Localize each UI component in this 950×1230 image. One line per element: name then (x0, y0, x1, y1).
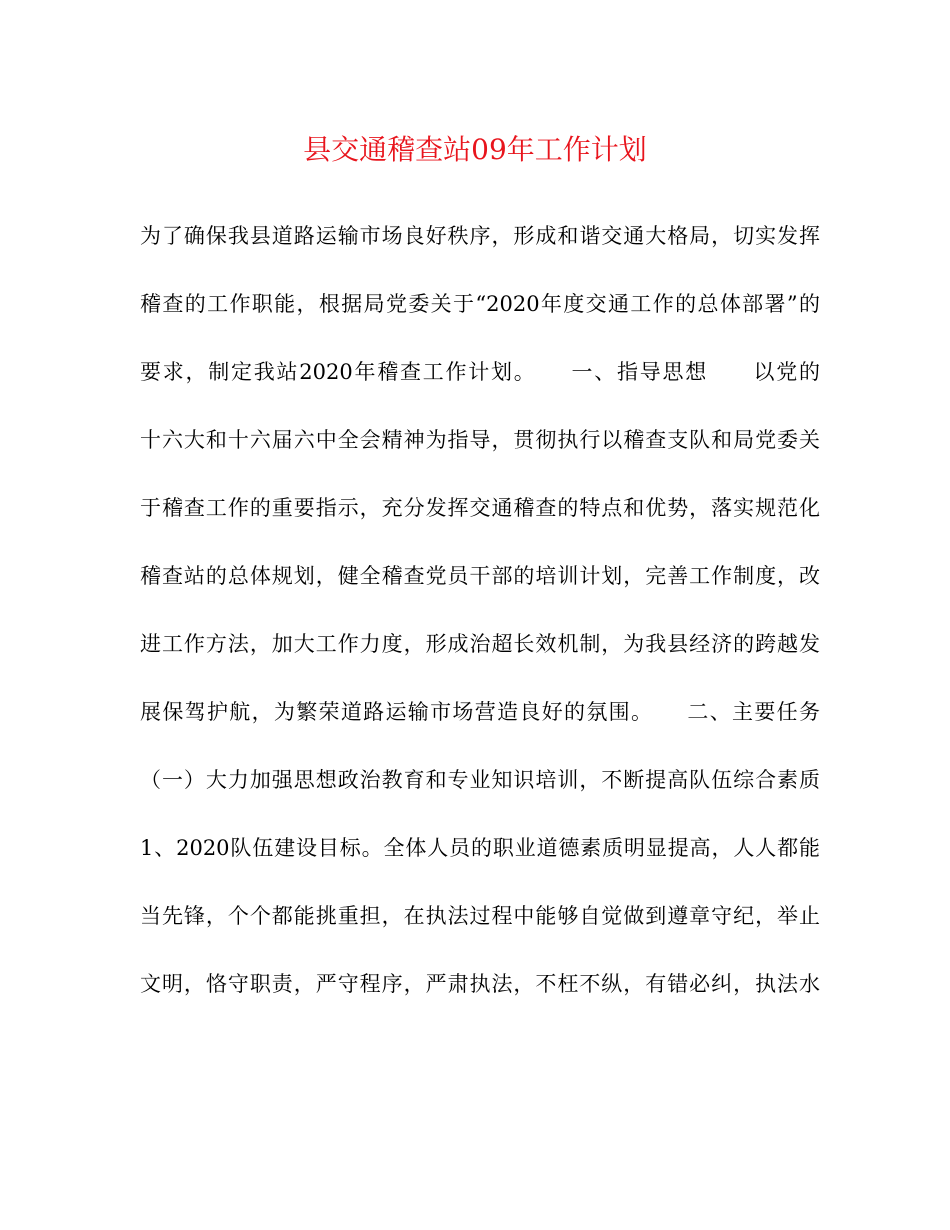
document-title: 县交通稽查站09年工作计划 (303, 133, 647, 166)
body-line: 展保驾护航，为繁荣道路运输市场营造良好的氛围。 二、主要任务 (140, 700, 820, 724)
document-body (140, 218, 820, 1034)
body-line: 十六大和十六届六中全会精神为指导，贯彻执行以稽查支队和局党委关 (140, 428, 820, 452)
body-line: 当先锋，个个都能挑重担，在执法过程中能够自觉做到遵章守纪，举止 (140, 904, 820, 928)
body-line: 稽查的工作职能，根据局党委关于“2020年度交通工作的总体部署”的 (140, 292, 820, 316)
body-line: 1、2020队伍建设目标。全体人员的职业道德素质明显提高，人人都能 (140, 836, 820, 860)
body-line: 文明，恪守职责，严守程序，严肃执法，不枉不纵，有错必纠，执法水 (140, 972, 820, 996)
body-line: （一）大力加强思想政治教育和专业知识培训，不断提高队伍综合素质 (140, 768, 820, 792)
body-line: 要求，制定我站2020年稽查工作计划。 一、指导思想 以党的 (140, 360, 820, 384)
body-line: 为了确保我县道路运输市场良好秩序，形成和谐交通大格局，切实发挥 (140, 224, 820, 248)
body-line: 稽查站的总体规划，健全稽查党员干部的培训计划，完善工作制度，改 (140, 564, 820, 588)
body-line: 进工作方法，加大工作力度，形成治超长效机制，为我县经济的跨越发 (140, 632, 820, 656)
body-line: 于稽查工作的重要指示，充分发挥交通稽查的特点和优势，落实规范化 (140, 496, 820, 520)
